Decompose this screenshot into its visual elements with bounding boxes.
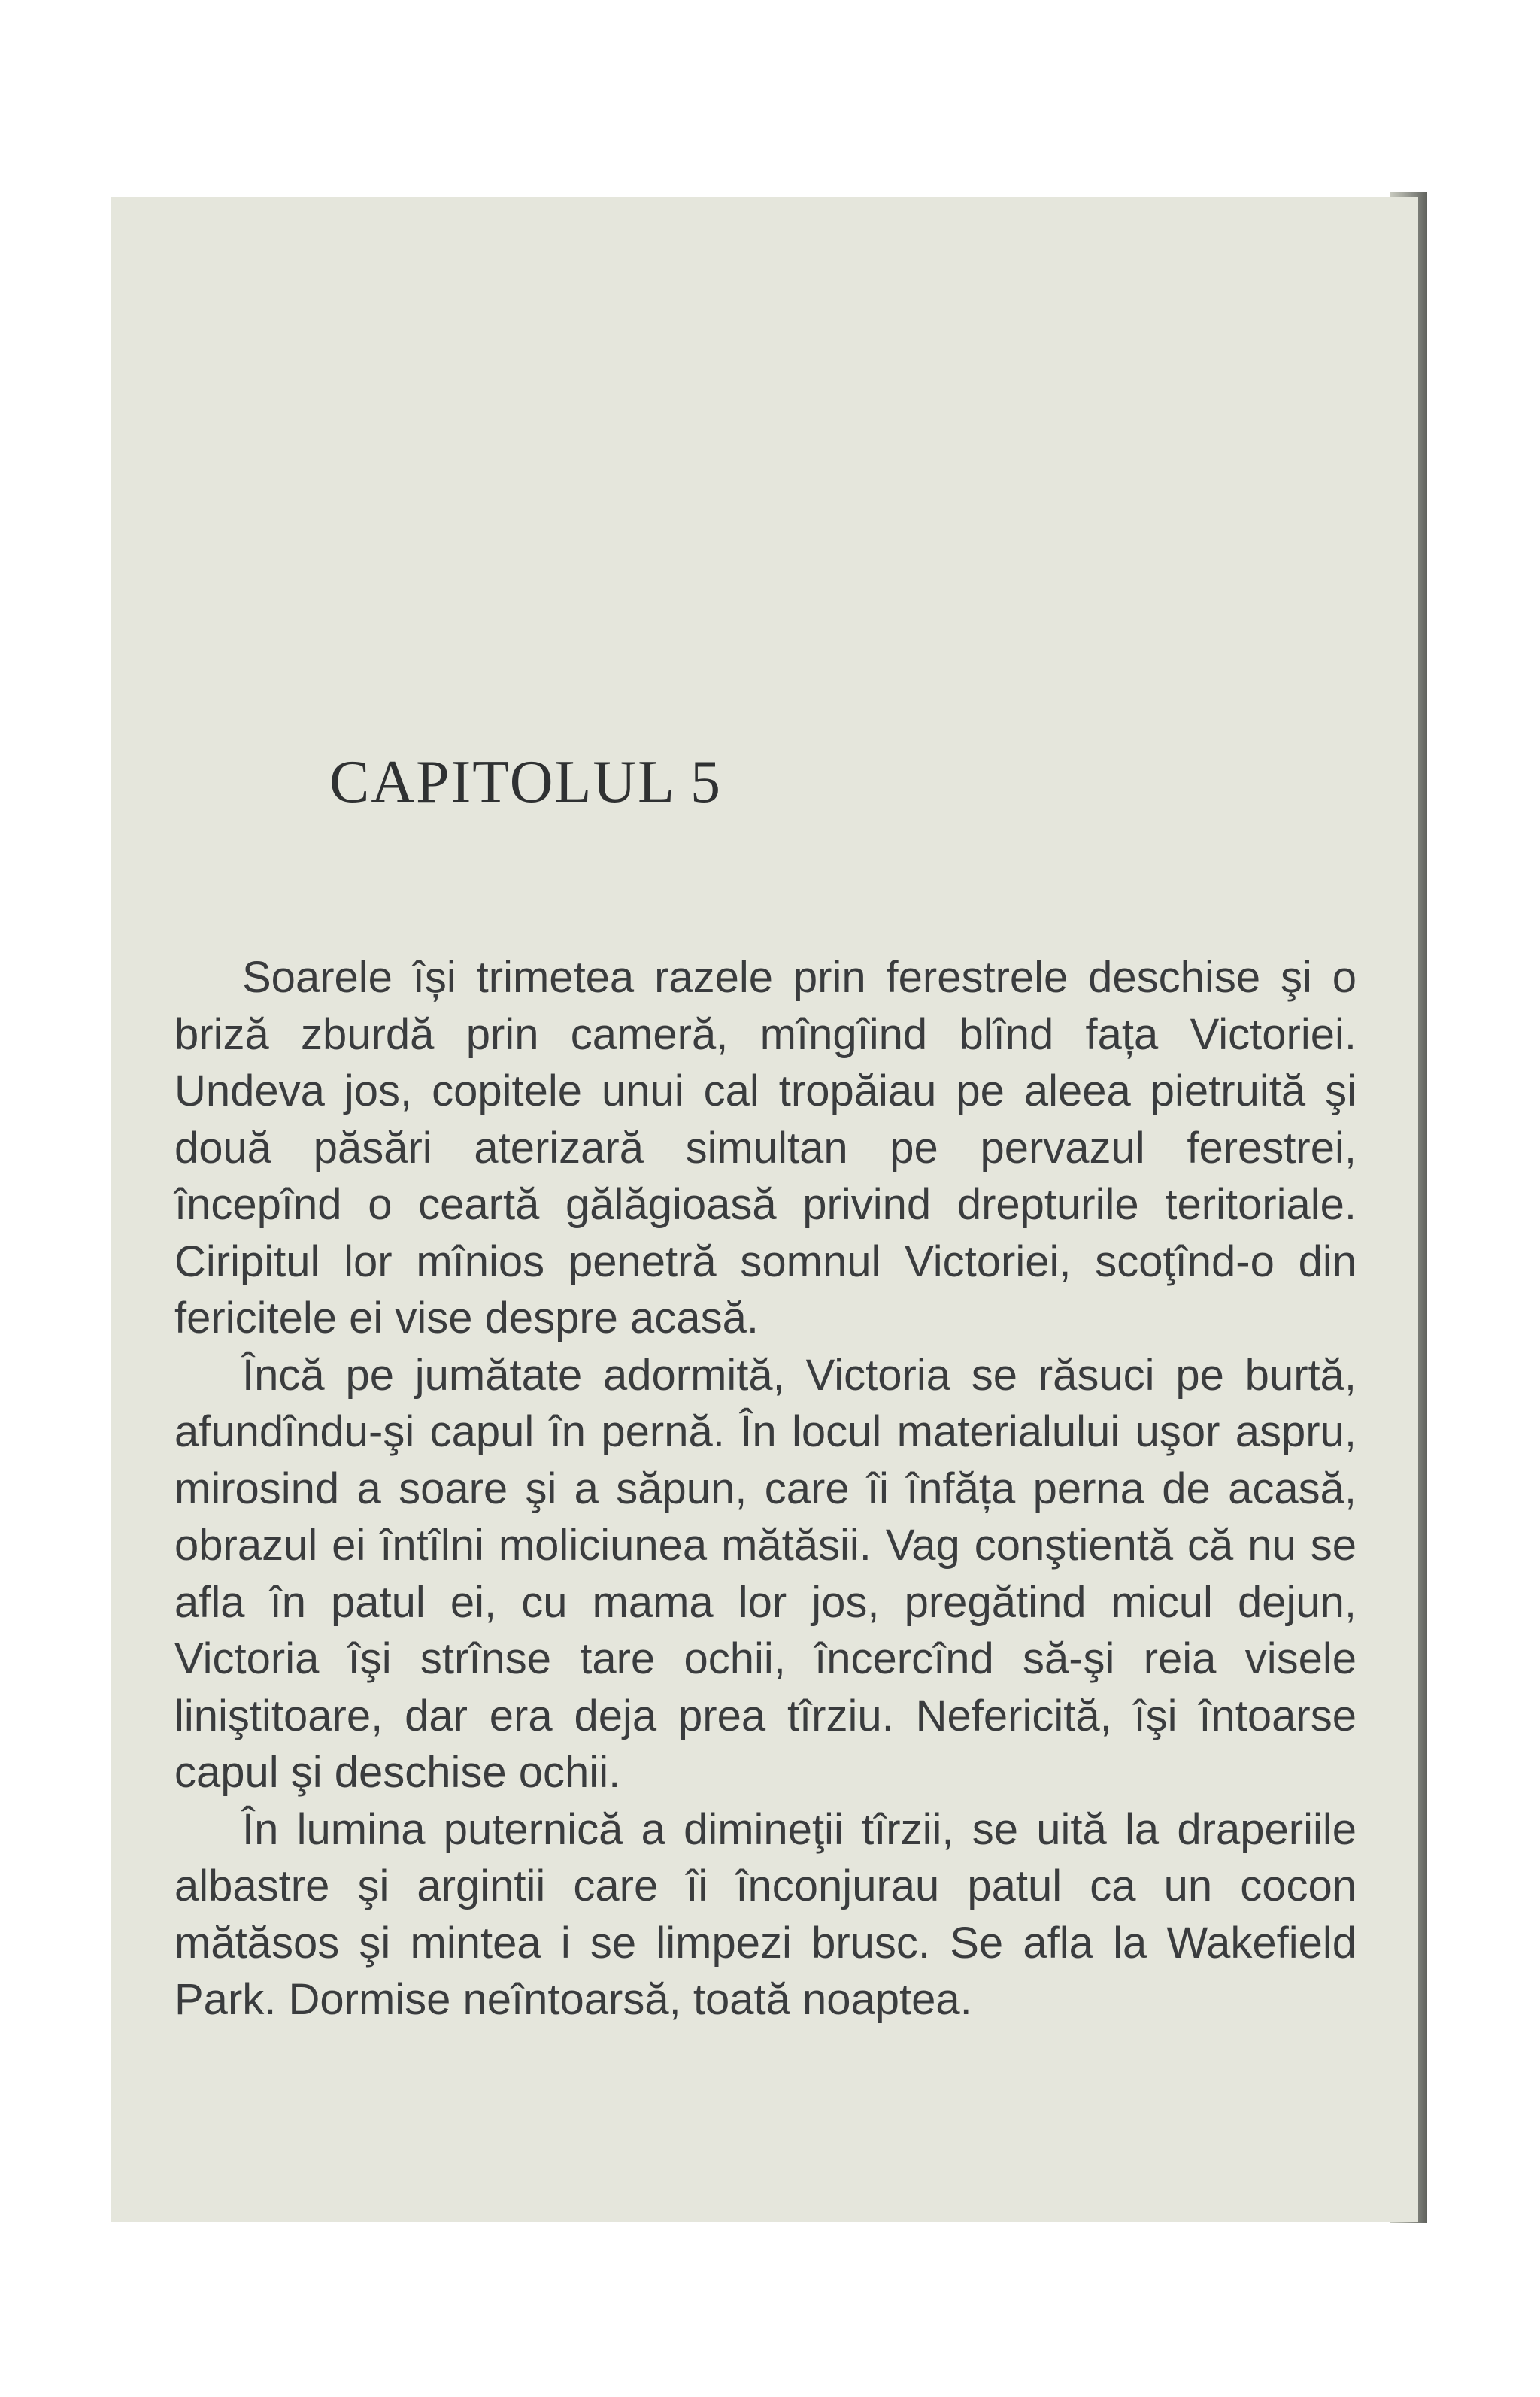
chapter-body bbox=[174, 949, 1357, 2028]
paragraph: În lumina puternică a dimineţii tîrzii, se uită la draperiile albastre şi argintii care îi înconjurau patul ca un cocon mătăsos şi mintea i se limpezi brusc. Se afla la Wakefield Park. Dormise neîntoarsă, toată noaptea. bbox=[174, 1804, 1357, 2024]
paragraph: Încă pe jumătate adormită, Victoria se răsuci pe burtă, afundîndu-şi capul în pernă. În locul materialului uşor aspru, mirosind a soare şi a săpun, care îi înfăța perna de acasă, obrazul ei întîlni moliciunea mătăsii. Vag conştientă că nu se afla în patul ei, cu mama lor jos, pregătind micul dejun, Victoria îşi strînse tare ochii, încercînd să-şi reia visele liniştitoare, dar era deja prea tîrziu. Nefericită, îşi întoarse capul şi deschise ochii. bbox=[174, 1350, 1357, 1797]
book-page bbox=[111, 197, 1418, 2222]
paragraph: Soarele își trimetea razele prin ferestrele deschise şi o briză zburdă prin cameră, mîngîind blînd fața Victoriei. Undeva jos, copitele unui cal tropăiau pe aleea pietruită şi două păsări aterizară simultan pe pervazul ferestrei, începînd o ceartă gălăgioasă privind drepturile teritoriale. Ciripitul lor mînios penetră somnul Victoriei, scoţînd-o din fericitele ei vise despre acasă. bbox=[174, 953, 1357, 1343]
chapter-title: CAPITOLUL 5 bbox=[329, 749, 722, 815]
